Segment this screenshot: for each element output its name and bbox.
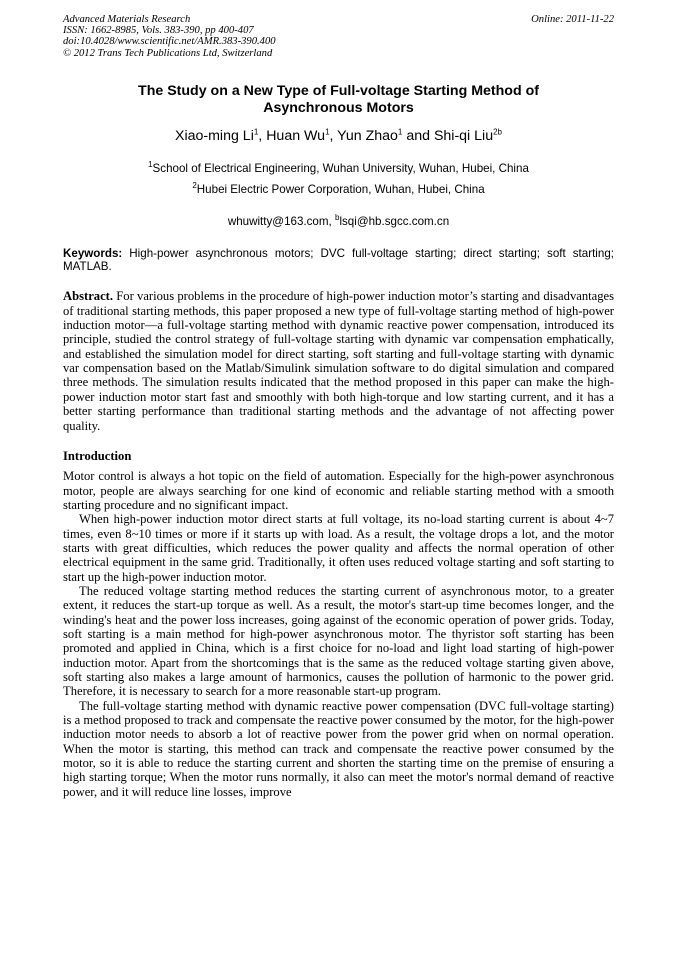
copyright-line: © 2012 Trans Tech Publications Ltd, Switzerland [63, 47, 273, 59]
body-paragraph: The full-voltage starting method with dynamic reactive power compensation (DVC full-voltage starting) is a method proposed to track and compensate the reactive power consumed by the motor, for the high-power induction motor needs to absorb a lot of reactive power from the power grid when on normal operation. When the motor is starting, this method can track and compensate the reactive power consumed by the motor, so it is able to reduce the starting current and shorten the starting time on the premise of ensuring a high starting torque; When the motor runs normally, it also can meet the motor's normal demand of reactive power, and it will reduce line losses, improve [63, 698, 614, 799]
author-list [63, 128, 614, 145]
affiliation-1 [63, 159, 614, 176]
affiliation-2 [63, 180, 614, 197]
email-line [63, 212, 614, 229]
abstract-label: Abstract. [63, 289, 114, 304]
paper-page [63, 14, 614, 799]
author-separator: and [402, 127, 434, 144]
doi-line: doi:10.4028/www.scientific.net/AMR.383-390.400 [63, 36, 276, 48]
body-paragraph: The reduced voltage starting method reduces the starting current of asynchronous motor, to a greater extent, it reduces the start-up torque as well. As a result, the motor's start-up time becomes longer, and the winding's heat and the power loss increases, going against of the economic operation of power grids. Today, soft starting is a main method for high-power asynchronous motor. The thyristor soft starting has been promoted and applied in China, which is a first choice for no-load and light load starting of high-power induction motor. Apart from the shortcomings that is the same as the reduced voltage starting given above, soft starting also makes a large amount of harmonics, causes the pollution of harmonic to the power grid. Therefore, it is necessary to search for a more reasonable start-up program. [63, 584, 614, 699]
affiliation-text: Hubei Electric Power Corporation, Wuhan, Hubei, China [196, 182, 485, 196]
author-affiliation-mark: 2b [493, 127, 502, 137]
affiliation-mark: 1 [148, 159, 153, 169]
author-affiliation-mark: 1 [253, 127, 259, 137]
affiliation-text: School of Electrical Engineering, Wuhan University, Wuhan, Hubei, China [152, 161, 529, 175]
online-date: Online: 2011-11-22 [531, 14, 614, 25]
keywords-block [63, 247, 614, 274]
author-affiliation-mark: 1 [325, 127, 330, 137]
email-second: lsqi@hb.sgcc.com.cn [339, 214, 450, 228]
author-name: Yun Zhao [337, 127, 398, 144]
journal-header [63, 14, 614, 59]
author-affiliation-mark: 1 [397, 127, 403, 137]
affiliation-mark: 2 [192, 180, 197, 190]
section-heading-introduction: Introduction [63, 448, 132, 463]
author-name: Huan Wu [266, 127, 326, 144]
abstract-block [63, 289, 614, 432]
body-paragraph: Motor control is always a hot topic on the field of automation. Especially for the high-power asynchronous motor, people are always searching for one kind of economic and reliable starting method with a smooth starting procedure and no significant impact. [63, 469, 614, 512]
keywords-text: High-power asynchronous motors; DVC full-voltage starting; direct starting; soft starting; MATLAB. [63, 246, 614, 274]
issn-line: ISSN: 1662-8985, Vols. 383-390, pp 400-407 [63, 25, 254, 37]
paper-title: The Study on a New Type of Full-voltage Starting Method of Asynchronous Motors [138, 82, 539, 117]
author-name: Shi-qi Liu [433, 127, 494, 144]
abstract-text: For various problems in the procedure of high-power induction motor’s starting and disadvantages of traditional starting methods, this paper proposed a new type of full-voltage starting method of high-power induction motor—a full-voltage starting method with dynamic reactive power compensation, introduced its principle, studied the control strategy of full-voltage starting with dynamic var compensation emphatically, and established the simulation model for direct starting, soft starting and full-voltage starting with dynamic var compensation based on the Matlab/Simulink simulation software to do digital simulation and compared three methods. The simulation results indicated that the method proposed in this paper can make the high-power induction motor start fast and smoothly with both high-torque and low starting current, and it has a better starting performance than traditional starting methods and the advantage of not affecting power quality. [63, 289, 614, 433]
body-paragraph: When high-power induction motor direct starts at full voltage, its no-load starting current is about 4~7 times, even 8~10 times or more if it starts up with load. As a result, the voltage drops a lot, and the motor starts with great difficulties, which reduces the power quality and affects the normal operation of other electrical equipment in the same grid. Traditionally, it often uses reduced voltage starting and soft starting to start up the high-power induction motor. [63, 512, 614, 584]
keywords-label: Keywords: [63, 246, 123, 260]
journal-name: Advanced Materials Research [63, 14, 191, 25]
author-separator: , [258, 127, 267, 144]
author-separator: , [329, 127, 338, 144]
email-first: whuwitty@163.com, [227, 214, 335, 228]
email-mark: b [334, 212, 340, 222]
author-name: Xiao-ming Li [174, 127, 254, 144]
